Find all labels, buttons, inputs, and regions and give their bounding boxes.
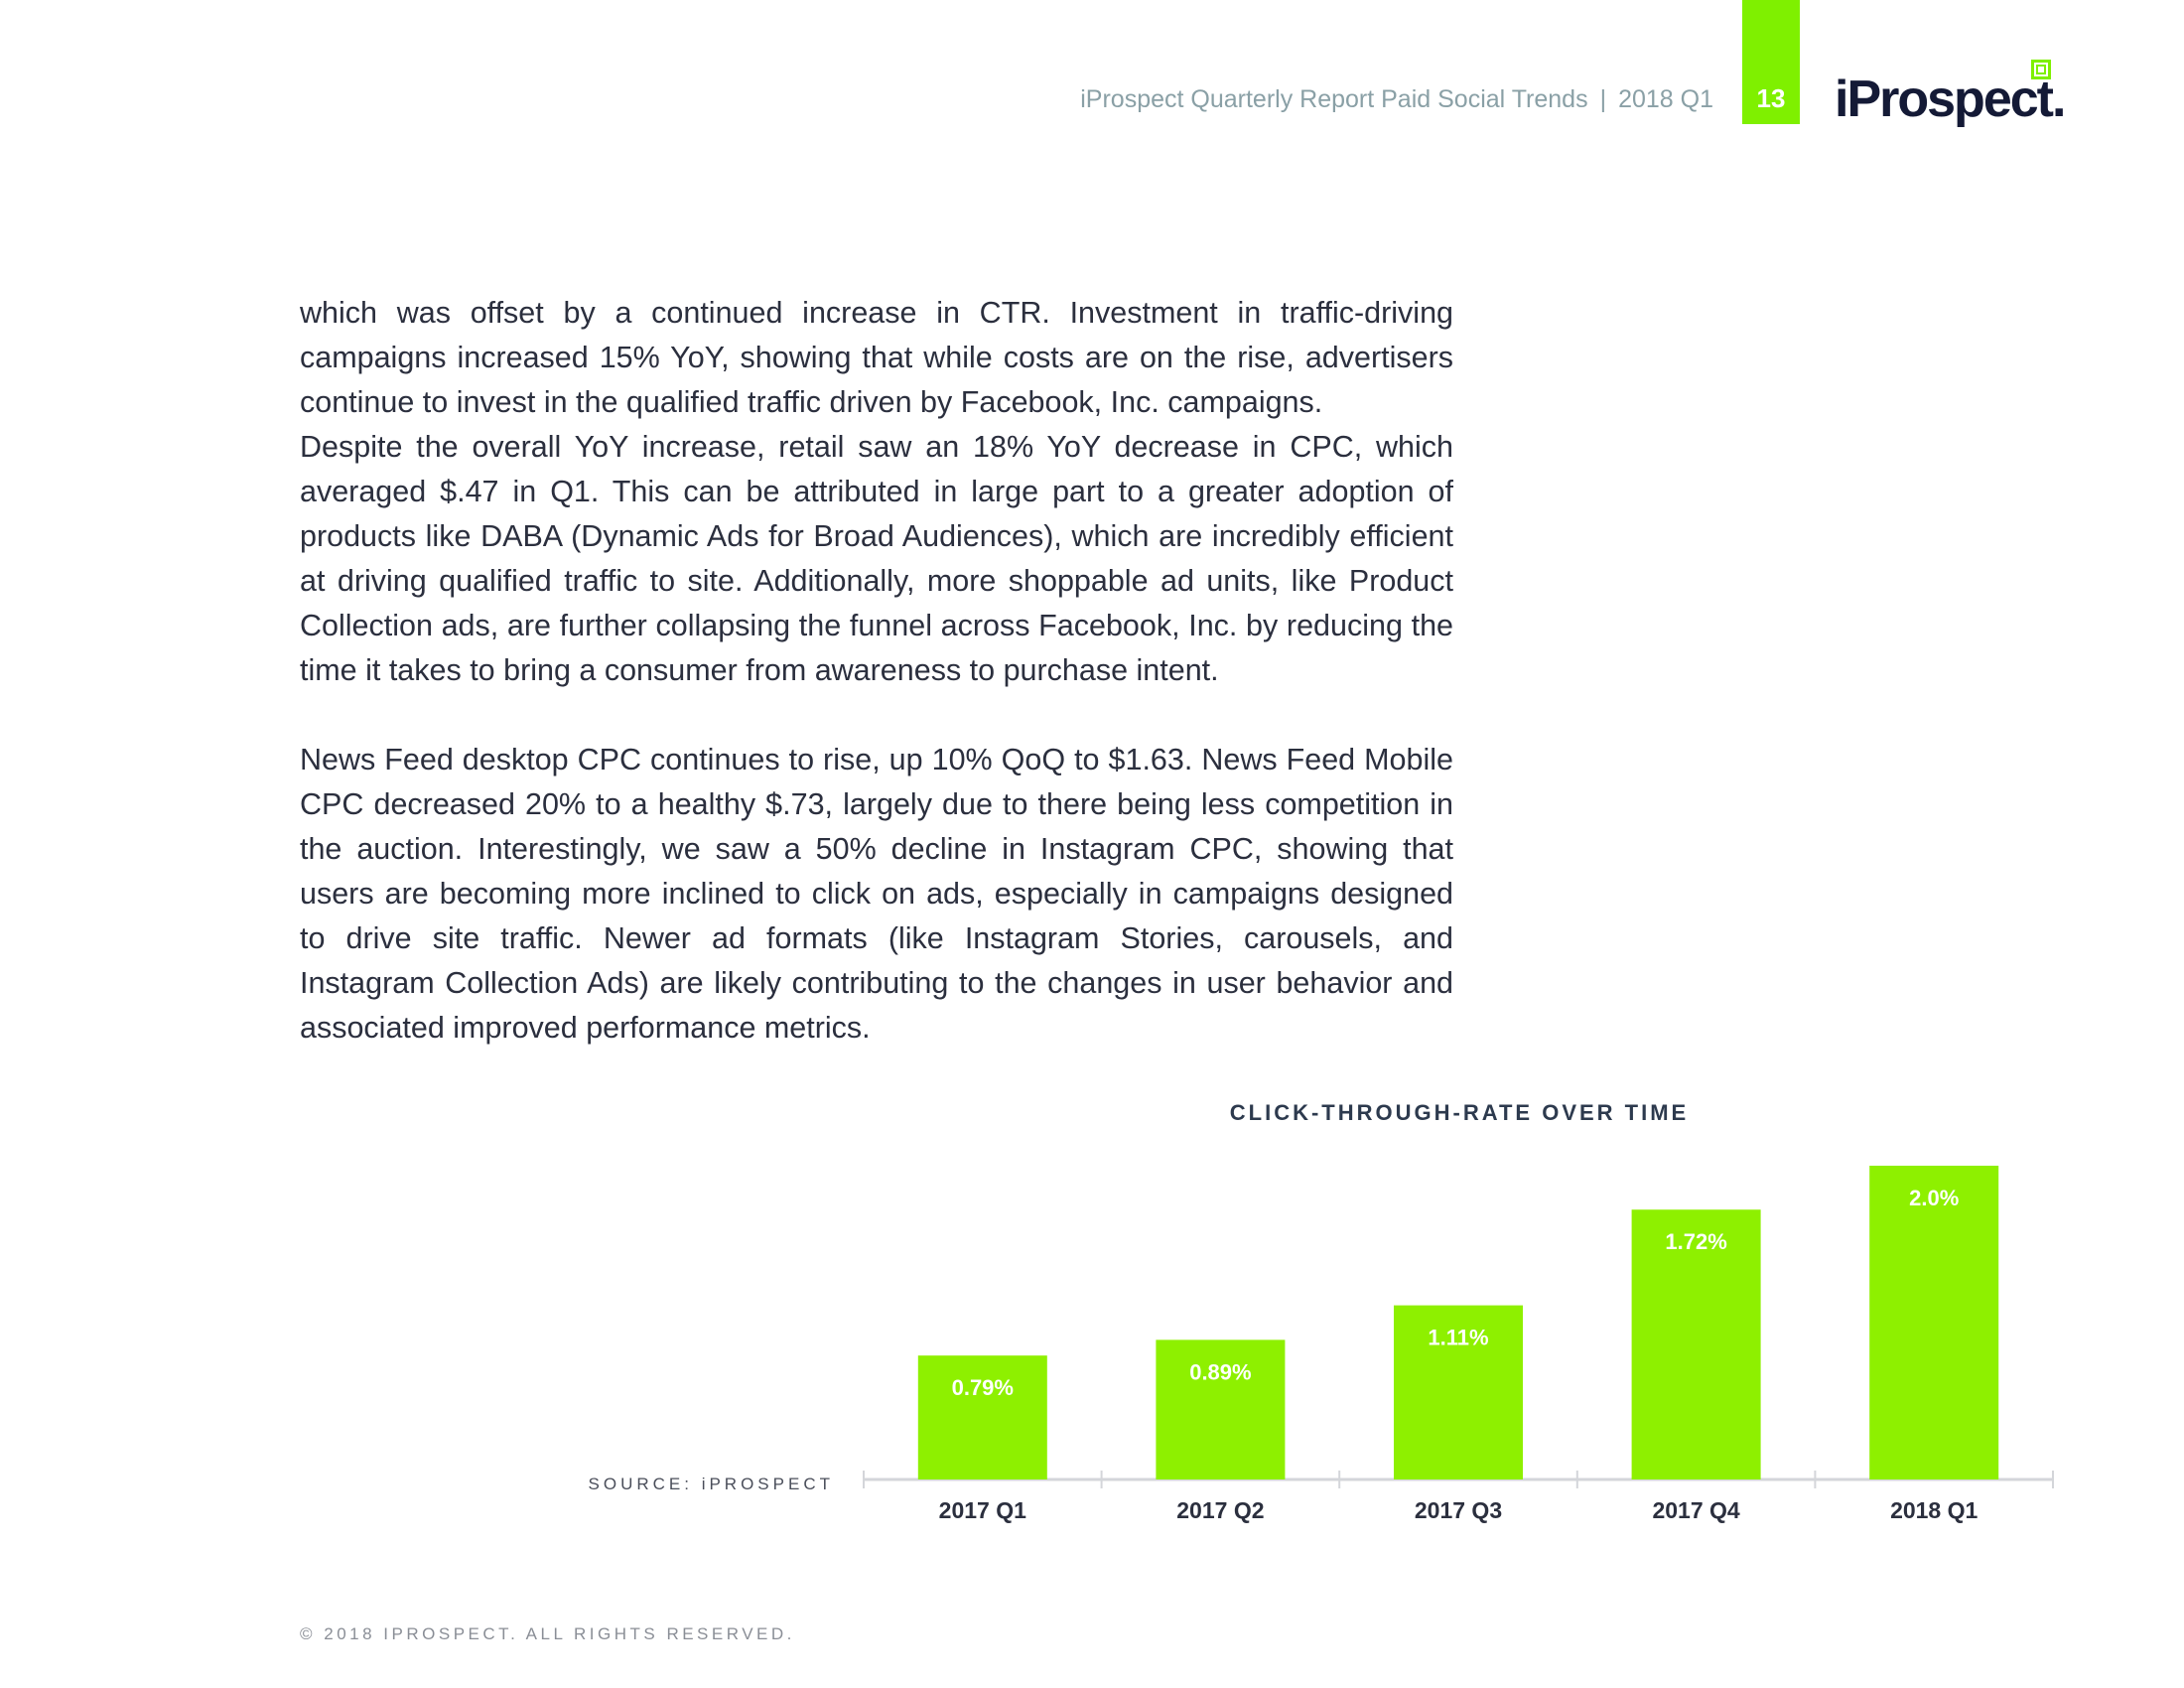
report-title: iProspect Quarterly Report Paid Social Trends — [1080, 85, 1588, 113]
x-category-label: 2017 Q1 — [938, 1497, 1026, 1523]
report-header — [893, 85, 1713, 114]
ctr-bar-chart — [854, 1152, 2065, 1569]
logo-text: iProspect. — [1835, 70, 2065, 128]
page-number-tab — [1742, 0, 1800, 124]
iprospect-logo — [1835, 56, 2073, 135]
x-category-label: 2017 Q3 — [1414, 1497, 1503, 1523]
header-separator: | — [1599, 85, 1607, 113]
logo-mark-icon — [2031, 60, 2051, 79]
paragraph-1: which was offset by a continued increase in CTR. Investment in traffic-driving campaigns increased 15% YoY, showing that while costs are on the rise, advertisers continue to invest in the qualified traffic driven by Facebook, Inc. campaigns. — [300, 296, 1453, 419]
bar-2018-q1 — [1869, 1166, 1998, 1479]
paragraph-2: Despite the overall YoY increase, retail saw an 18% YoY decrease in CPC, which averaged $.47 in Q1. This can be attributed in large part to a greater adoption of products like DABA (Dynamic Ads for Broad Audiences), which are incredibly efficient at driving qualified traffic to site. Additionally, more shoppable ad units, like Product Collection ads, are further collapsing the funnel across Facebook, Inc. by reducing the time it takes to bring a consumer from awareness to purchase intent. — [300, 430, 1453, 687]
body-text — [300, 291, 1453, 1051]
chart-source: SOURCE: iPROSPECT — [588, 1475, 834, 1493]
bar-value-label: 0.89% — [1189, 1359, 1252, 1385]
bar-2017-q1 — [918, 1355, 1047, 1479]
x-category-label: 2017 Q2 — [1176, 1497, 1265, 1523]
page-number: 13 — [1756, 83, 1786, 113]
bar-value-label: 1.11% — [1428, 1325, 1489, 1350]
x-category-label: 2018 Q1 — [1890, 1497, 1979, 1523]
chart-title: CLICK-THROUGH-RATE OVER TIME — [1229, 1100, 1690, 1125]
copyright-footer: © 2018 IPROSPECT. ALL RIGHTS RESERVED. — [300, 1624, 795, 1643]
bar-value-label: 2.0% — [1909, 1186, 1960, 1210]
x-category-label: 2017 Q4 — [1652, 1497, 1740, 1523]
bar-value-label: 1.72% — [1665, 1229, 1727, 1255]
report-period: 2018 Q1 — [1618, 85, 1713, 113]
bar-value-label: 0.79% — [951, 1375, 1014, 1401]
paragraph-3: News Feed desktop CPC continues to rise, up 10% QoQ to $1.63. News Feed Mobile CPC decreased 20% to a healthy $.73, largely due to there being less competition in the auction. Interestingly, we saw a 50% decline in Instagram CPC, showing that users are becoming more inclined to click on ads, especially in campaigns designed to drive site traffic. Newer ad formats (like Instagram Stories, carousels, and Instagram Collection Ads) are likely contributing to the changes in user behavior and associated improved performance metrics. — [300, 743, 1453, 1045]
